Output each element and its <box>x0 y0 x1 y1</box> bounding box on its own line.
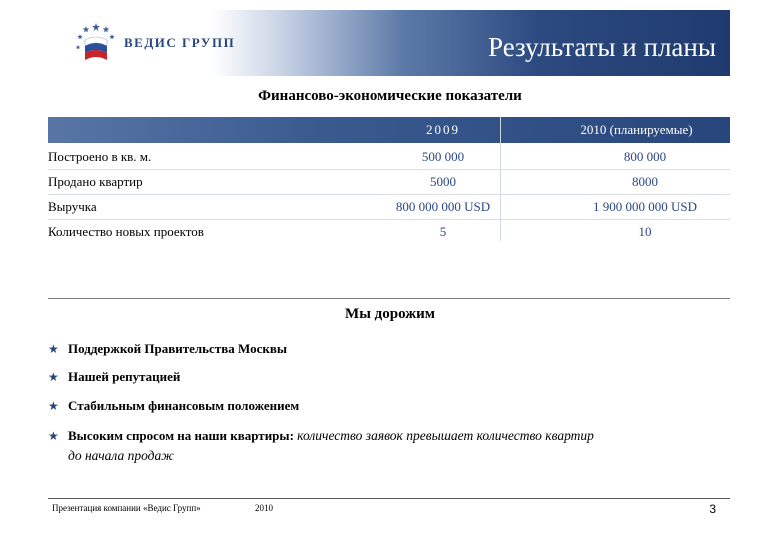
star-bullet-icon: ★ <box>48 429 59 443</box>
row-value-2009: 5 <box>439 224 447 239</box>
list-item-text: Стабильным финансовым положением <box>68 398 300 413</box>
row-label: Построено в кв. м. <box>48 149 152 164</box>
row-divider <box>48 219 730 220</box>
table-row <box>48 146 730 168</box>
table-row <box>48 171 730 193</box>
row-value-2010: 10 <box>638 224 652 239</box>
header-banner <box>48 10 730 76</box>
row-value-2009: 800 000 000 USD <box>395 199 491 214</box>
table-row <box>48 221 730 243</box>
footer-divider <box>48 498 730 499</box>
list-item-text <box>48 427 738 445</box>
logo-text: ВЕДИС ГРУПП <box>124 35 236 50</box>
page-title: Результаты и планы <box>488 32 716 62</box>
row-label: Количество новых проектов <box>48 224 204 239</box>
column-header-2010: 2010 (планируемые) <box>580 122 693 137</box>
list-item <box>48 397 738 415</box>
row-divider <box>48 169 730 170</box>
section-divider <box>48 298 730 299</box>
list-item-continuation: до начала продаж <box>68 448 174 463</box>
indicators-title: Финансово-экономические показатели <box>258 88 522 104</box>
column-header-2009: 2009 <box>426 122 460 137</box>
page-number: 3 <box>709 502 716 516</box>
table-row <box>48 196 730 218</box>
list-item <box>48 427 738 465</box>
row-label: Выручка <box>48 199 97 214</box>
row-value-2010: 8000 <box>632 174 658 189</box>
values-title: Мы дорожим <box>345 306 435 322</box>
footer-presentation: Презентация компании «Ведис Групп» <box>52 503 201 513</box>
company-logo-icon <box>76 22 116 66</box>
list-item-text: Нашей репутацией <box>68 369 181 384</box>
list-item-text: Поддержкой Правительства Москвы <box>68 341 288 356</box>
row-value-2010: 800 000 <box>623 149 667 164</box>
star-bullet-icon: ★ <box>48 370 59 384</box>
star-bullet-icon: ★ <box>48 399 59 413</box>
list-item <box>48 340 738 358</box>
list-item <box>48 368 738 386</box>
table-header <box>48 117 730 143</box>
star-bullet-icon: ★ <box>48 342 59 356</box>
row-value-2010: 1 900 000 000 USD <box>592 199 697 214</box>
row-label: Продано квартир <box>48 174 143 189</box>
footer-year: 2010 <box>255 503 273 513</box>
row-value-2009: 500 000 <box>421 149 465 164</box>
list-item-italic: количество заявок превышает количество квартир <box>297 428 594 443</box>
row-divider <box>48 194 730 195</box>
row-value-2009: 5000 <box>430 174 456 189</box>
list-item-bold: Высоким спросом на наши квартиры: <box>68 428 294 443</box>
